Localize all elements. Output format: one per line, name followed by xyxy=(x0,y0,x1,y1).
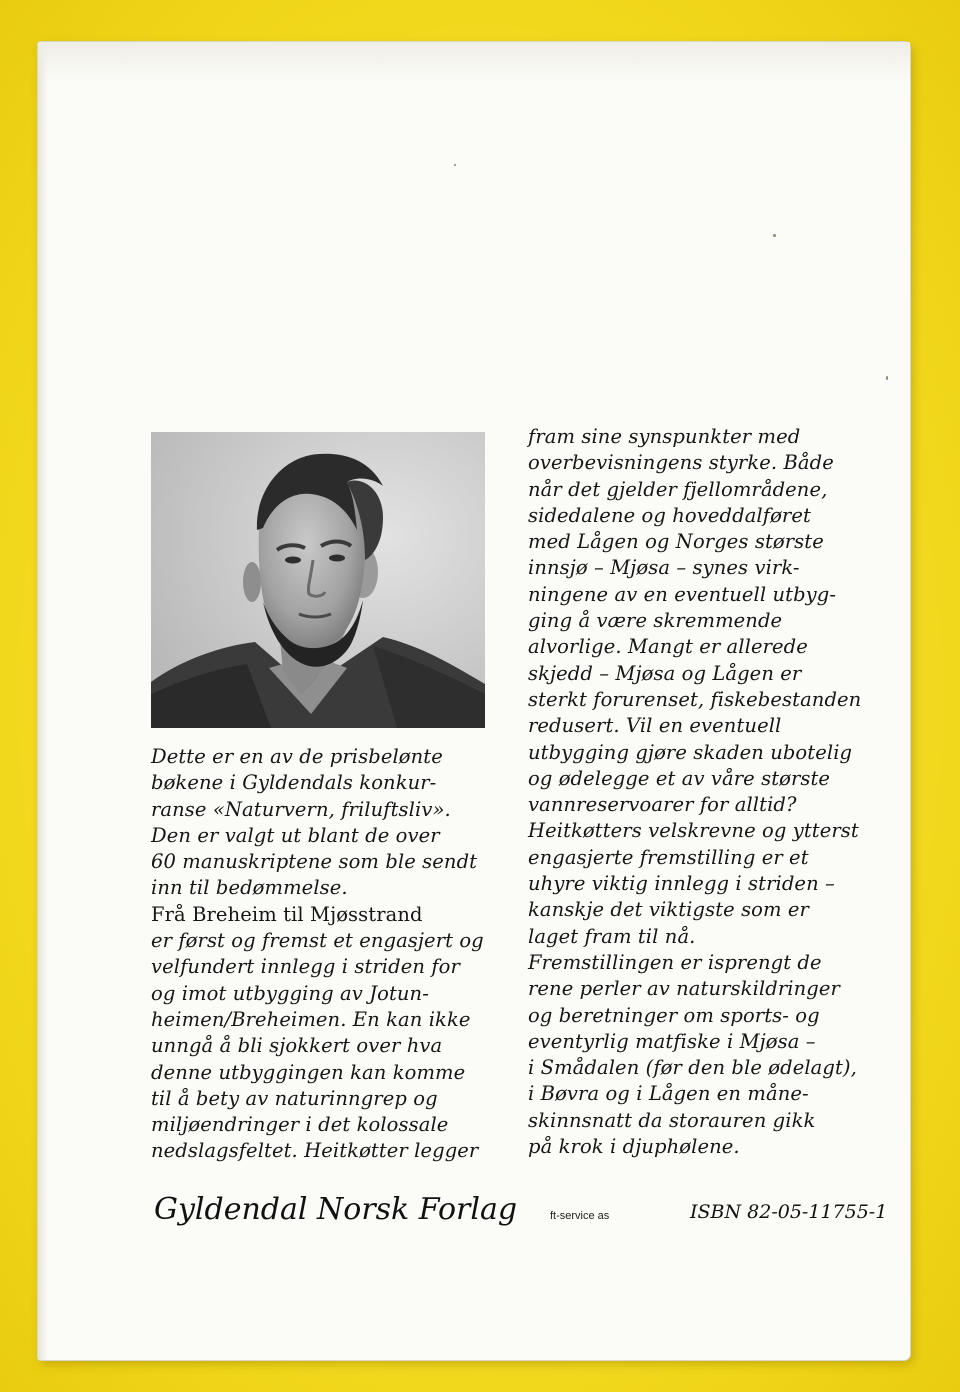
author-photo xyxy=(151,432,485,728)
book-title-line: Frå Breheim til Mjøsstrand xyxy=(151,902,423,926)
cover-top-shade xyxy=(38,42,910,82)
publisher-name: Gyldendal Norsk Forlag xyxy=(154,1192,518,1227)
text-line: skinnsnatt da storauren gikk xyxy=(528,1108,816,1132)
text-line: eventyrlig matfiske i Mjøsa – xyxy=(528,1029,816,1053)
text-line: i Bøvra og i Lågen en måne- xyxy=(528,1082,809,1106)
text-line: når det gjelder fjellområdene, xyxy=(528,477,828,501)
text-line: og beretninger om sports- og xyxy=(528,1003,820,1027)
dust-speck xyxy=(773,234,776,237)
text-line: denne utbyggingen kan komme xyxy=(151,1060,466,1084)
text-line: ging å være skremmende xyxy=(528,609,783,633)
text-line: Fremstillingen er isprengt de xyxy=(528,950,822,974)
text-line: inn til bedømmelse. xyxy=(151,876,348,900)
text-line: laget fram til nå. xyxy=(528,924,696,948)
text-line: til å bety av naturinngrep og xyxy=(151,1086,438,1110)
left-column-text xyxy=(151,744,484,1165)
dust-speck xyxy=(886,376,888,380)
text-line: engasjerte fremstilling er et xyxy=(528,845,809,869)
text-line: heimen/Breheimen. En kan ikke xyxy=(151,1007,471,1031)
text-line: ningene av en eventuell utbyg- xyxy=(528,582,837,606)
text-line: ranse «Naturvern, friluftsliv». xyxy=(151,797,451,821)
text-line: overbevisningens styrke. Både xyxy=(528,451,834,475)
text-line: rene perler av naturskildringer xyxy=(528,977,840,1001)
text-line: med Lågen og Norges største xyxy=(528,530,824,554)
cover-spine-edge xyxy=(38,42,48,1360)
text-line: sidedalene og hoveddalføret xyxy=(528,503,811,527)
text-line: velfundert innlegg i striden for xyxy=(151,955,460,979)
text-line: og ødelegge et av våre største xyxy=(528,766,831,790)
text-line: 60 manuskriptene som ble sendt xyxy=(151,850,478,874)
text-line: unngå å bli sjokkert over hva xyxy=(151,1034,443,1058)
book-back-cover xyxy=(38,42,910,1360)
text-line: Den er valgt ut blant de over xyxy=(151,823,440,847)
text-line: og imot utbygging av Jotun- xyxy=(151,981,429,1005)
text-line: kanskje det viktigste som er xyxy=(528,898,809,922)
text-line: uhyre viktig innlegg i striden – xyxy=(528,872,835,896)
portrait-photo-icon xyxy=(151,432,485,728)
text-line: på krok i djuphølene. xyxy=(528,1135,740,1159)
dust-speck xyxy=(454,164,456,166)
text-line: i Smådalen (før den ble ødelagt), xyxy=(528,1056,857,1080)
text-line: sterkt forurenset, fiskebestanden xyxy=(528,687,862,711)
text-line: skjedd – Mjøsa og Lågen er xyxy=(528,661,802,685)
text-line: utbygging gjøre skaden ubotelig xyxy=(528,740,853,764)
right-column-text xyxy=(528,424,861,1160)
text-line: Dette er en av de prisbelønte xyxy=(151,745,443,768)
text-line: innsjø – Mjøsa – synes virk- xyxy=(528,556,800,580)
text-line: alvorlige. Mangt er allerede xyxy=(528,635,808,659)
text-line: miljøendringer i det kolossale xyxy=(151,1113,449,1137)
printer-credit: ft-service as xyxy=(550,1210,610,1222)
text-line: bøkene i Gyldendals konkur- xyxy=(151,771,437,795)
text-line: nedslagsfeltet. Heitkøtter legger xyxy=(151,1139,479,1163)
text-line: er først og fremst et engasjert og xyxy=(151,929,484,953)
text-line: vannreservoarer for alltid? xyxy=(528,793,797,817)
isbn-number: ISBN 82-05-11755-1 xyxy=(690,1201,888,1223)
text-line: redusert. Vil en eventuell xyxy=(528,714,782,738)
text-line: fram sine synspunkter med xyxy=(528,425,801,448)
text-line: Heitkøtters velskrevne og ytterst xyxy=(528,819,859,843)
